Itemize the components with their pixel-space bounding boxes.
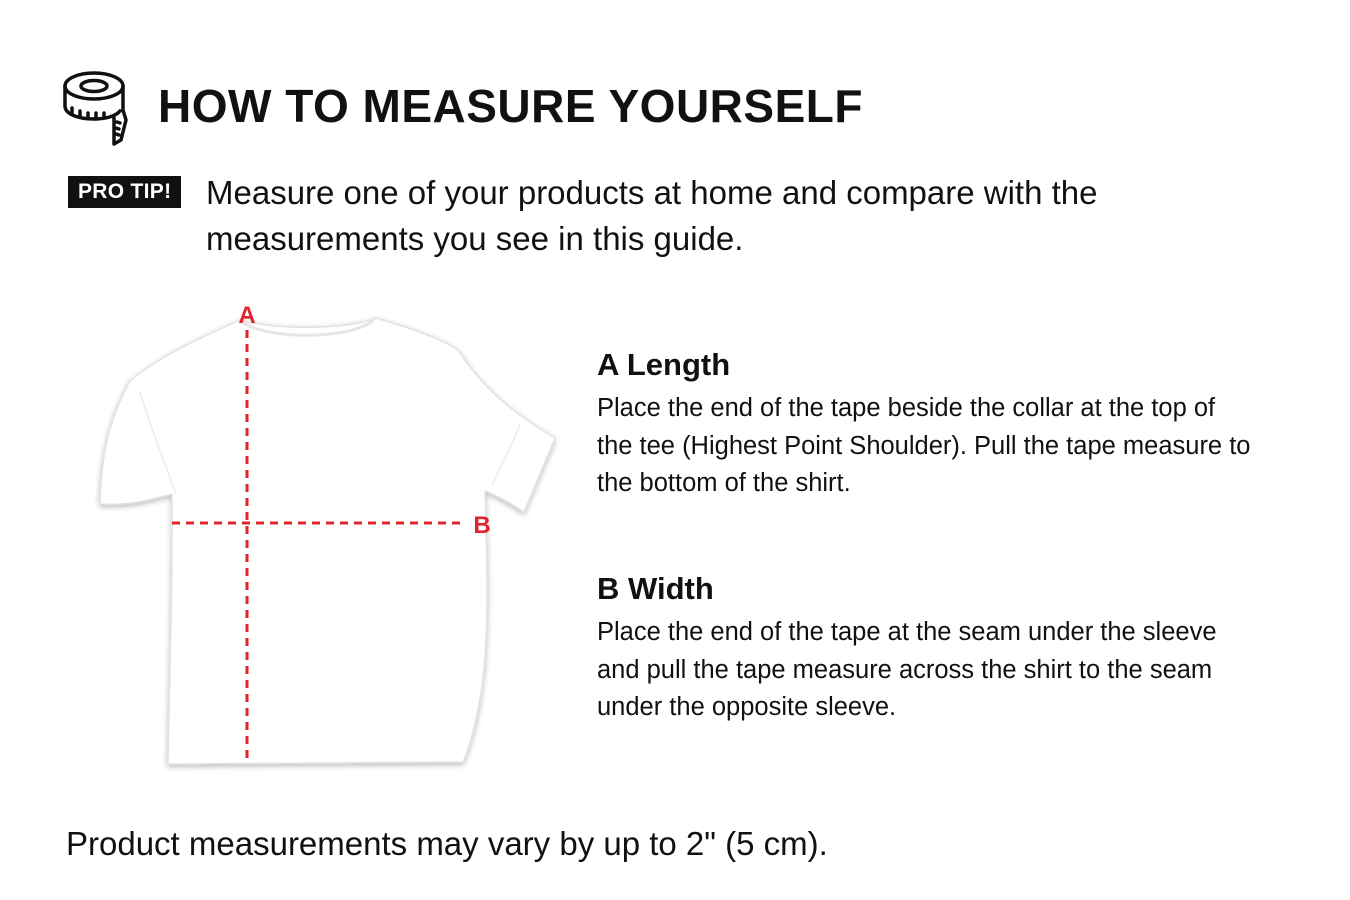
marker-a: A: [238, 302, 256, 329]
measurement-disclaimer: Product measurements may vary by up to 2" (5 cm).: [66, 825, 828, 862]
pro-tip-text: Measure one of your products at home and compare with the measurements you see in this guide.: [206, 174, 1098, 257]
pro-tip-badge: PRO TIP!: [68, 176, 181, 208]
tshirt-shape: [100, 318, 555, 764]
width-heading: B Width: [597, 571, 714, 606]
page-header: [62, 66, 863, 146]
tshirt-diagram: [80, 296, 580, 776]
page-title: HOW TO MEASURE YOURSELF: [158, 80, 863, 132]
measurement-width: [597, 572, 1257, 727]
length-description: Place the end of the tape beside the collar at the top of the tee (Highest Point Shoulder). Pull the tape measure to the bottom of the shirt.: [597, 394, 1251, 498]
width-description: Place the end of the tape at the seam under the sleeve and pull the tape measure across the shirt to the seam under the opposite sleeve.: [597, 618, 1217, 722]
measuring-tape-icon: [62, 66, 134, 146]
marker-b: B: [473, 512, 491, 539]
measurement-length: [597, 348, 1257, 503]
length-heading: A Length: [597, 347, 731, 382]
